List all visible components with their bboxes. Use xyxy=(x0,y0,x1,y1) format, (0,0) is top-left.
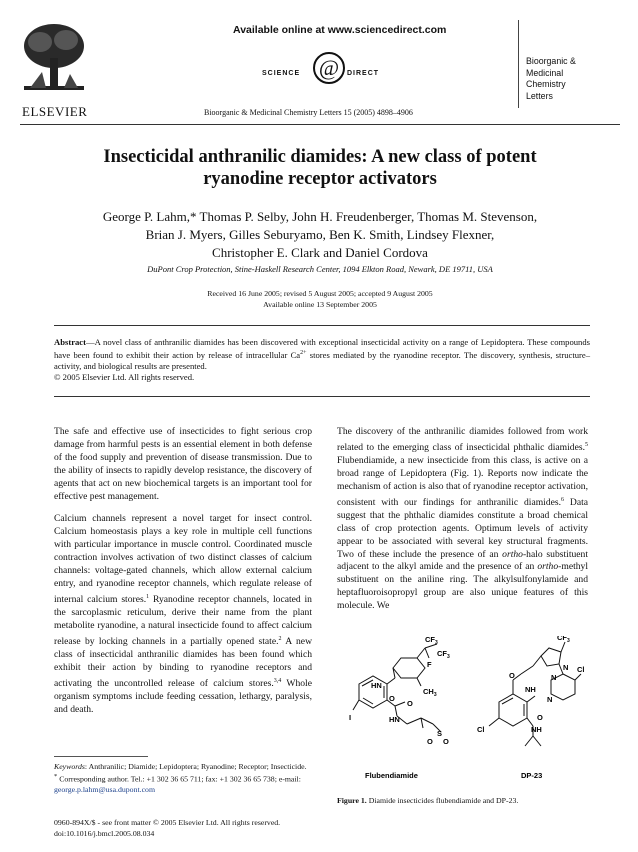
journal-name-line: Chemistry xyxy=(526,79,566,89)
atom-label: $CF_3$ xyxy=(437,649,450,660)
authors-line: Christopher E. Clark and Daniel Cordova xyxy=(212,245,428,260)
atom-label: N xyxy=(547,695,553,704)
paragraph: The safe and effective use of insecticides to fight serious crop damage from harmful pests is an essential element in both defense of the food supply and prevention of disease transmission. Due to the ability of insects to rapidly develop resistance, the discovery of agents that act on new biochemical targets is an important tool for effective pest management. xyxy=(54,426,312,502)
sciencedirect-at-icon: @ xyxy=(313,52,345,84)
paragraph-text: A new class of insecticidal anthranilic diamides has been found which exhibit their action by binding to ryanodine receptors and activating the uncontrolled release of calcium stores. xyxy=(54,635,312,689)
atom-label: O xyxy=(509,671,515,680)
publisher-name: ELSEVIER xyxy=(22,104,88,119)
reference-link[interactable]: 2 xyxy=(278,635,282,642)
atom-label: $CH_3$ xyxy=(423,687,437,698)
journal-name-line: Medicinal xyxy=(526,67,564,78)
paragraph xyxy=(54,513,312,716)
corresponding-star: * xyxy=(54,773,58,781)
abstract-copyright: © 2005 Elsevier Ltd. All rights reserved. xyxy=(54,372,195,383)
authors-line: Brian J. Myers, Gilles Seburyamo, Ben K. Smith, Lindsey Flexner, xyxy=(145,227,495,242)
title-line: Insecticidal anthranilic diamides: A new class of potent xyxy=(103,147,537,167)
abstract-text: —A novel class of anthranilic diamides has been discovered with exceptional insecticidal activity on a range of Lepidoptera. These compounds have been found to exhibit their action by release of intracellular Ca xyxy=(54,337,590,361)
front-matter: 0960-894X/$ - see front matter © 2005 Elsevier Ltd. All rights reserved. xyxy=(54,818,281,827)
article-dates xyxy=(40,288,600,310)
figure-1 xyxy=(337,636,588,786)
paragraph-text: Calcium channels represent a novel target for insect control. Calcium homeostasis plays a key role in multiple cell functions with particular importance in muscle control. Coordinated muscle contraction involves activation of two distinct classes of calcium channels: voltage-gated channels, which allow external calcium entry, and ryanodine receptor channels, which regulate release of internal calcium stores. xyxy=(54,513,312,606)
atom-label: S xyxy=(437,729,443,738)
atom-label: O xyxy=(537,713,543,722)
atom-label: NH xyxy=(525,685,536,694)
header-rule xyxy=(20,124,620,125)
article-title xyxy=(40,146,600,190)
compound-label-dp23: DP-23 xyxy=(521,771,543,780)
atom-label: O xyxy=(443,737,449,746)
sciencedirect-logo-right: DIRECT xyxy=(347,70,380,77)
affiliation: DuPont Crop Protection, Stine-Haskell Research Center, 1094 Elkton Road, Newark, DE 19711, USA xyxy=(147,264,493,274)
authors-line: George P. Lahm,* Thomas P. Selby, John H. Freudenberger, Thomas M. Stevenson, xyxy=(102,209,538,224)
paragraph-text: Flubendiamide, a new insecticide from this class, is active on a broad range of Lepidoptera (Fig. 1). Reports now indicate the mechanism of action is also that of ryanodine receptor activation, consistent with our findings for anthranilic diamides. xyxy=(337,455,588,508)
available-online-text[interactable]: Available online at www.sciencedirect.com xyxy=(233,24,447,36)
atom-label: HN xyxy=(371,681,382,690)
reference-link[interactable]: 6 xyxy=(561,496,565,503)
journal-name-line: Letters xyxy=(526,90,553,101)
figure-caption-text: Diamide insecticides flubendiamide and DP-23. xyxy=(366,796,519,805)
abstract-label: Abstract xyxy=(54,337,86,347)
keywords-label: Keywords xyxy=(54,762,85,771)
abstract-top-rule xyxy=(54,325,590,326)
abstract-superscript: 2+ xyxy=(300,350,307,357)
paragraph-text: Whole organism symptoms include feeding cessation, lethargy, paralysis, and death. xyxy=(54,677,312,715)
reference-link[interactable]: 3,4 xyxy=(273,677,282,684)
paragraph xyxy=(337,426,588,613)
figure-caption xyxy=(337,796,518,805)
atom-label: $CF_3$ xyxy=(425,636,438,646)
received-dates: Received 16 June 2005; revised 5 August 2005; accepted 9 August 2005 xyxy=(207,289,433,298)
atom-label: Cl xyxy=(577,665,585,674)
footnote-rule xyxy=(54,756,148,757)
journal-citation: Bioorganic & Medicinal Chemistry Letters 15 (2005) 4898–4906 xyxy=(204,108,413,117)
atom-label: I xyxy=(349,713,352,722)
atom-label: O xyxy=(407,699,413,708)
journal-name xyxy=(526,56,576,102)
compound-label-flubendiamide: Flubendiamide xyxy=(365,771,418,780)
author-list xyxy=(40,208,600,262)
italic-term: ortho xyxy=(502,548,523,560)
figure-caption-label: Figure 1. xyxy=(337,796,367,805)
italic-term: ortho xyxy=(537,561,559,573)
abstract-text: stores mediated by the ryanodine receptor. The discovery, synthesis, structure–activity, and biological results are presented. xyxy=(54,350,590,372)
sciencedirect-logo-left: SCIENCE xyxy=(262,70,301,77)
paragraph-text: -halo substituent adjacent to the alkyl amide and the presence of an xyxy=(337,548,589,573)
paragraph-text: The discovery of the anthranilic diamides followed from work related to the emerging class of insecticidal phthalic diamides. xyxy=(337,426,588,454)
atom-label: N xyxy=(551,673,557,682)
elsevier-tree-logo xyxy=(20,20,88,98)
journal-name-line: Bioorganic & xyxy=(526,56,576,66)
right-column xyxy=(337,426,588,623)
atom-label: F xyxy=(427,660,432,669)
keywords-text: : Anthranilic; Diamide; Lepidoptera; Ryanodine; Receptor; Insecticide. xyxy=(84,762,307,771)
corresponding-author: Corresponding author. Tel.: +1 302 36 65 711; fax: +1 302 36 65 738; e-mail: xyxy=(57,774,301,784)
atom-label: $CF_3$ xyxy=(557,636,570,644)
reference-link[interactable]: 1 xyxy=(146,593,150,600)
abstract-bottom-rule xyxy=(54,396,590,397)
title-line: ryanodine receptor activators xyxy=(203,169,437,189)
author-email-link[interactable]: george.p.lahm@usa.dupont.com xyxy=(54,785,156,794)
atom-label: NH xyxy=(531,725,542,734)
atom-label: O xyxy=(427,737,433,746)
paragraph-text: -methyl substituent on the aniline ring. The alkylsulfonylamide and heptafluoroisopropyl group are also unique features of this molecule. We xyxy=(337,561,588,612)
atom-label: O xyxy=(389,694,395,703)
left-column xyxy=(54,426,312,727)
atom-label: Cl xyxy=(477,725,485,734)
paragraph-text: Data suggest that the phthalic diamides constitute a broad chemical class of crop protection agents. Optimum levels of activity appear to be associated with several key structural fragments. Two of these include the presence of an xyxy=(337,496,588,560)
atom-label: HN xyxy=(389,715,400,724)
reference-link[interactable]: 5 xyxy=(585,441,588,448)
paragraph-text: Ryanodine receptor channels, located in the sarcoplasmic reticulum, derive their name from the plant metabolite ryanodine, a natural insecticide found to affect calcium release by locking channels in a partially opened state. xyxy=(54,594,312,647)
abstract xyxy=(54,337,590,384)
available-date: Available online 13 September 2005 xyxy=(263,300,377,309)
doi[interactable]: doi:10.1016/j.bmcl.2005.08.034 xyxy=(54,828,155,838)
footer xyxy=(54,818,280,839)
chemical-structures xyxy=(337,636,588,786)
atom-label: N xyxy=(563,663,569,672)
keywords xyxy=(54,762,312,795)
